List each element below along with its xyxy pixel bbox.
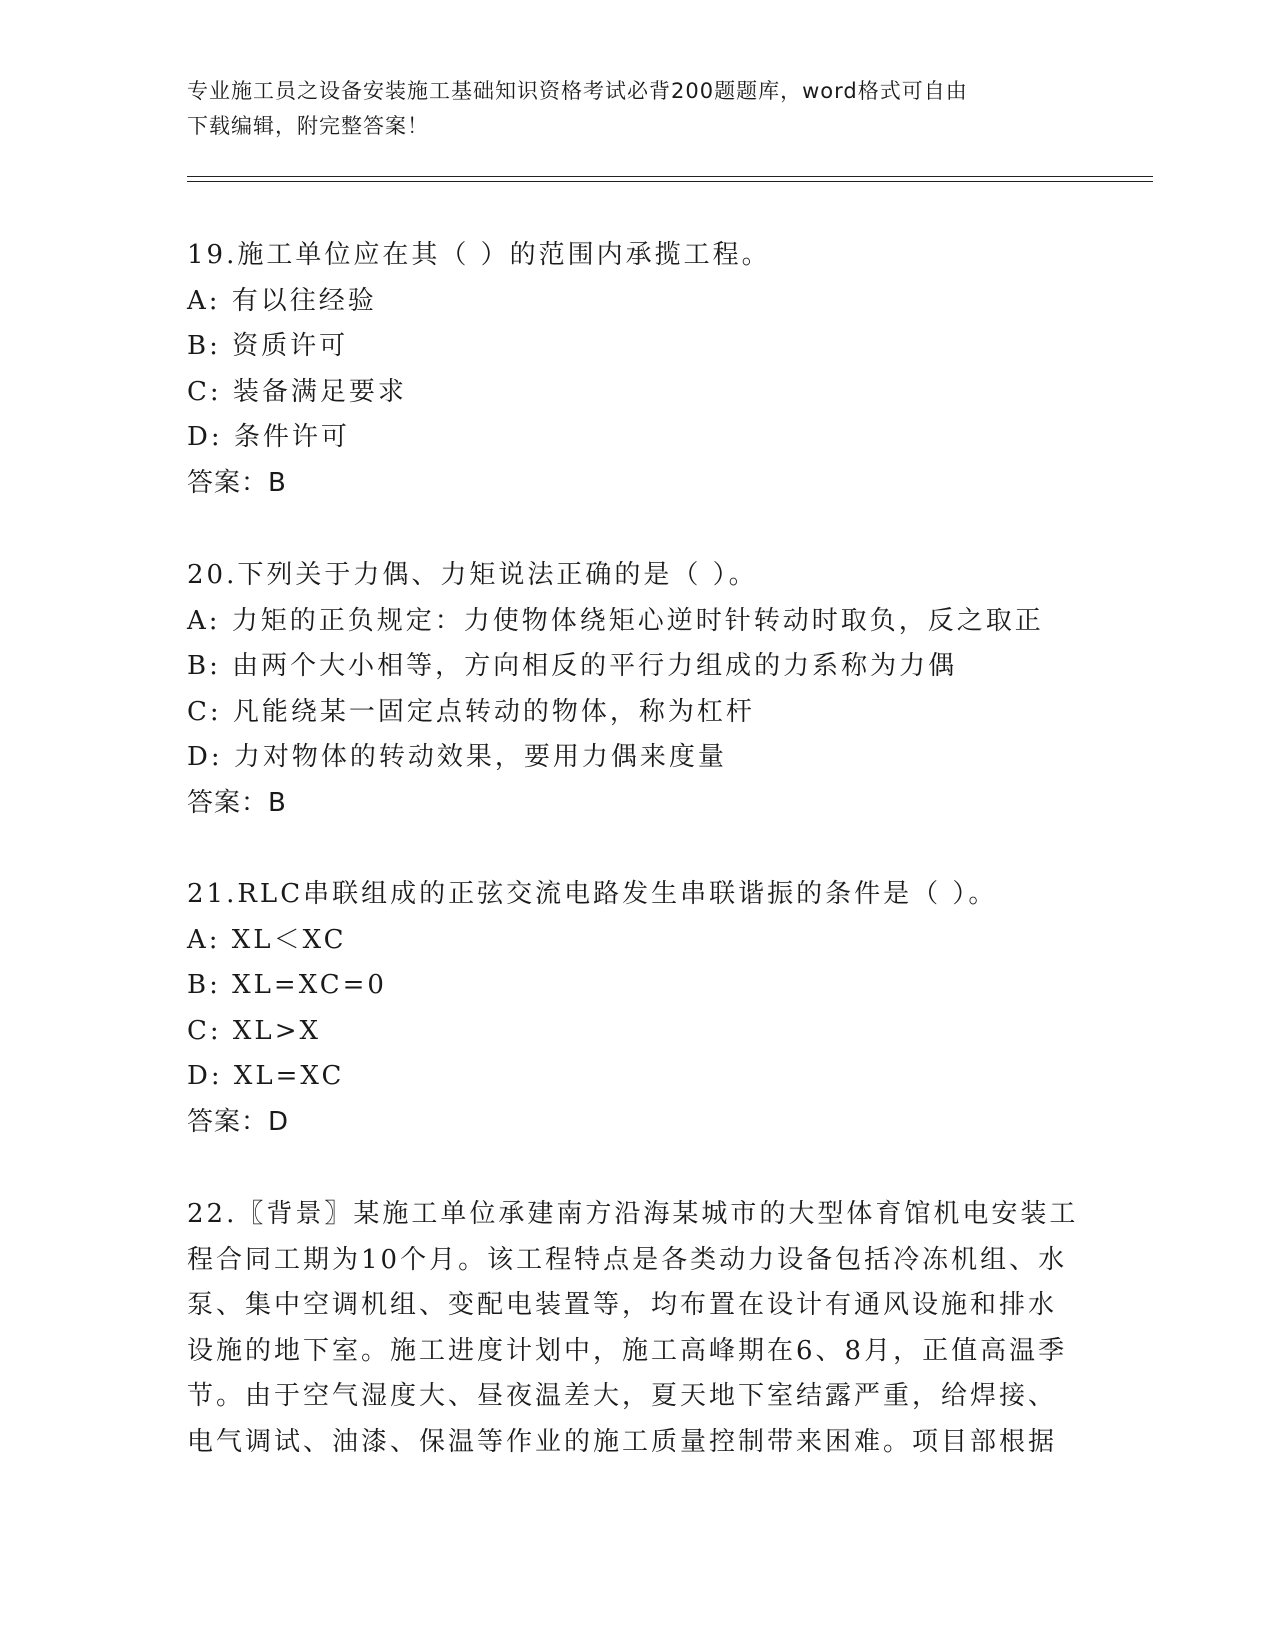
paragraph-line: 22.〖背景〗某施工单位承建南方沿海某城市的大型体育馆机电安装工	[187, 1199, 1079, 1229]
option-c: C: 装备满足要求	[187, 376, 407, 407]
option-a: A: 有以往经验	[187, 285, 377, 316]
answer: 答案：B	[187, 787, 287, 818]
answer: 答案：D	[187, 1106, 290, 1137]
header-line-2: 下载编辑，附完整答案！	[187, 114, 429, 138]
option-c: C: XL>X	[187, 1015, 321, 1046]
paragraph-line: 泵、集中空调机组、变配电装置等，均布置在设计有通风设施和排水	[187, 1290, 1058, 1320]
question-stem: 19.施工单位应在其（ ）的范围内承揽工程。	[187, 240, 771, 270]
question-21	[187, 872, 1087, 1145]
option-d: D: 条件许可	[187, 422, 350, 452]
header-divider-bottom	[187, 181, 1153, 182]
option-b: B: XL=XC=0	[187, 970, 387, 1000]
option-c: C: 凡能绕某一固定点转动的物体，称为杠杆	[187, 696, 755, 727]
header-divider-top	[187, 176, 1153, 177]
option-b: B: 由两个大小相等，方向相反的平行力组成的力系称为力偶	[187, 651, 958, 681]
question-19	[187, 233, 1087, 506]
option-a: A: 力矩的正负规定：力使物体绕矩心逆时针转动时取负，反之取正	[187, 605, 1044, 636]
paragraph-line: 设施的地下室。施工进度计划中，施工高峰期在6、8月，正值高温季	[187, 1335, 1068, 1366]
paragraph-line: 节。由于空气湿度大、昼夜温差大，夏天地下室结露严重，给焊接、	[187, 1381, 1058, 1411]
question-20	[187, 553, 1087, 826]
option-b: B: 资质许可	[187, 331, 349, 361]
option-d: D: XL=XC	[187, 1061, 345, 1091]
option-d: D: 力对物体的转动效果，要用力偶来度量	[187, 742, 727, 772]
question-stem: 20.下列关于力偶、力矩说法正确的是（ ）。	[187, 560, 758, 590]
header-line-1: 专业施工员之设备安装施工基础知识资格考试必背200题题库，word格式可自由	[187, 79, 968, 103]
document-header	[187, 74, 1087, 144]
paragraph-line: 电气调试、油漆、保温等作业的施工质量控制带来困难。项目部根据	[187, 1426, 1058, 1457]
question-stem: 21.RLC串联组成的正弦交流电路发生串联谐振的条件是（ ）。	[187, 879, 998, 909]
answer: 答案：B	[187, 467, 287, 498]
question-22-background	[187, 1192, 1079, 1465]
option-a: A: XL＜XC	[187, 924, 347, 955]
paragraph-line: 程合同工期为10个月。该工程特点是各类动力设备包括冷冻机组、水	[187, 1244, 1068, 1275]
